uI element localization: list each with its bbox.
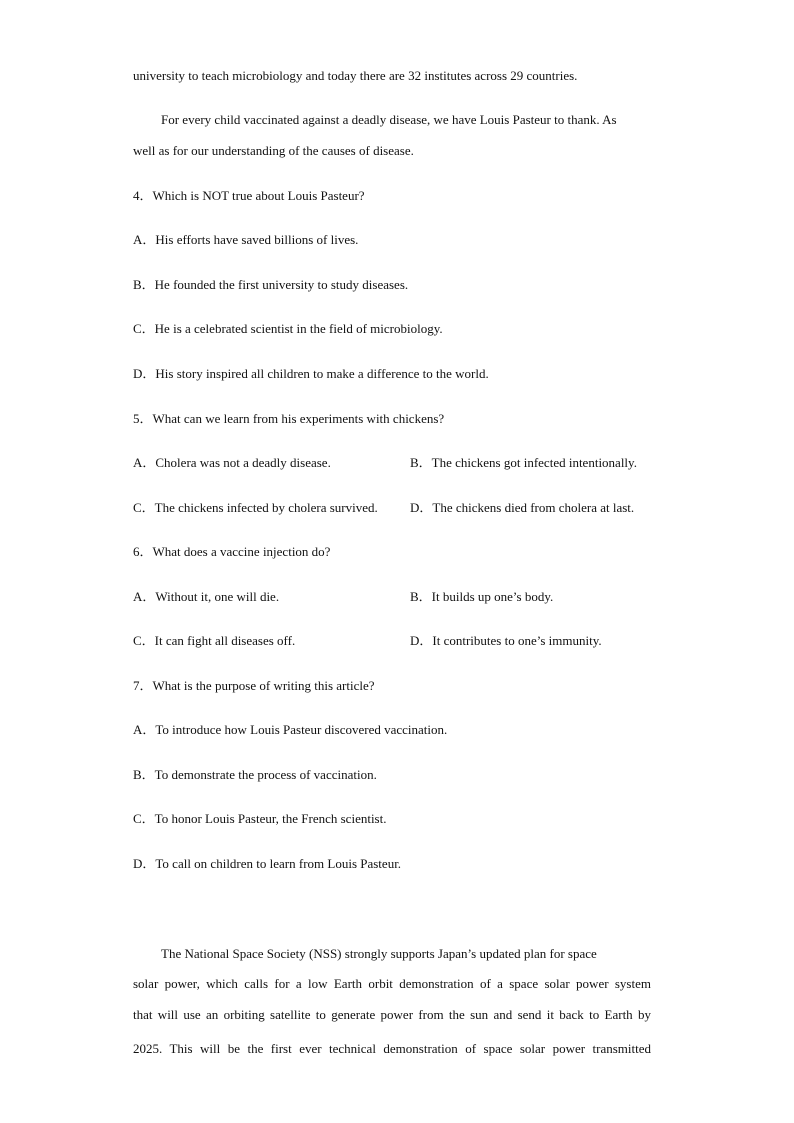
question-6-stem: 6．What does a vaccine injection do? (133, 544, 331, 559)
question-5-option-c: C．The chickens infected by cholera survived. (133, 500, 378, 515)
question-5-option-d: D．The chickens died from cholera at last. (410, 500, 635, 515)
question-7-option-a: A．To introduce how Louis Pasteur discovered vaccination. (133, 722, 448, 737)
next-passage-line: that will use an orbiting satellite to generate power from the sun and send it back to Earth by (133, 1007, 651, 1022)
question-7-stem: 7．What is the purpose of writing this article? (133, 678, 375, 693)
question-6-option-c: C．It can fight all diseases off. (133, 633, 296, 648)
question-4-stem: 4．Which is NOT true about Louis Pasteur? (133, 188, 365, 203)
question-4-option-c: C．He is a celebrated scientist in the field of microbiology. (133, 321, 443, 336)
question-7-option-c: C．To honor Louis Pasteur, the French scientist. (133, 811, 387, 826)
question-5-option-a: A．Cholera was not a deadly disease. (133, 455, 331, 470)
question-7-option-d: D．To call on children to learn from Louis Pasteur. (133, 856, 402, 871)
next-passage-line: 2025. This will be the first ever technical demonstration of space solar power transmitted (133, 1041, 651, 1056)
question-6-option-d: D．It contributes to one’s immunity. (410, 633, 602, 648)
question-4-option-a: A．His efforts have saved billions of lives. (133, 232, 359, 247)
question-6-option-b: B．It builds up one’s body. (410, 589, 554, 604)
question-5-option-b: B．The chickens got infected intentionally. (410, 455, 637, 470)
passage-text-line: university to teach microbiology and today there are 32 institutes across 29 countries. (133, 68, 578, 83)
next-passage-line: solar power, which calls for a low Earth orbit demonstration of a space solar power system (133, 976, 651, 991)
question-4-option-d: D．His story inspired all children to make a difference to the world. (133, 366, 489, 381)
passage-paragraph-line: well as for our understanding of the causes of disease. (133, 143, 414, 158)
passage-paragraph-line: For every child vaccinated against a deadly disease, we have Louis Pasteur to thank. As (161, 112, 617, 127)
next-passage-line: The National Space Society (NSS) strongly supports Japan’s updated plan for space (161, 946, 597, 961)
question-4-option-b: B．He founded the first university to study diseases. (133, 277, 409, 292)
question-7-option-b: B．To demonstrate the process of vaccination. (133, 767, 377, 782)
question-5-stem: 5．What can we learn from his experiments with chickens? (133, 411, 445, 426)
question-6-option-a: A．Without it, one will die. (133, 589, 280, 604)
